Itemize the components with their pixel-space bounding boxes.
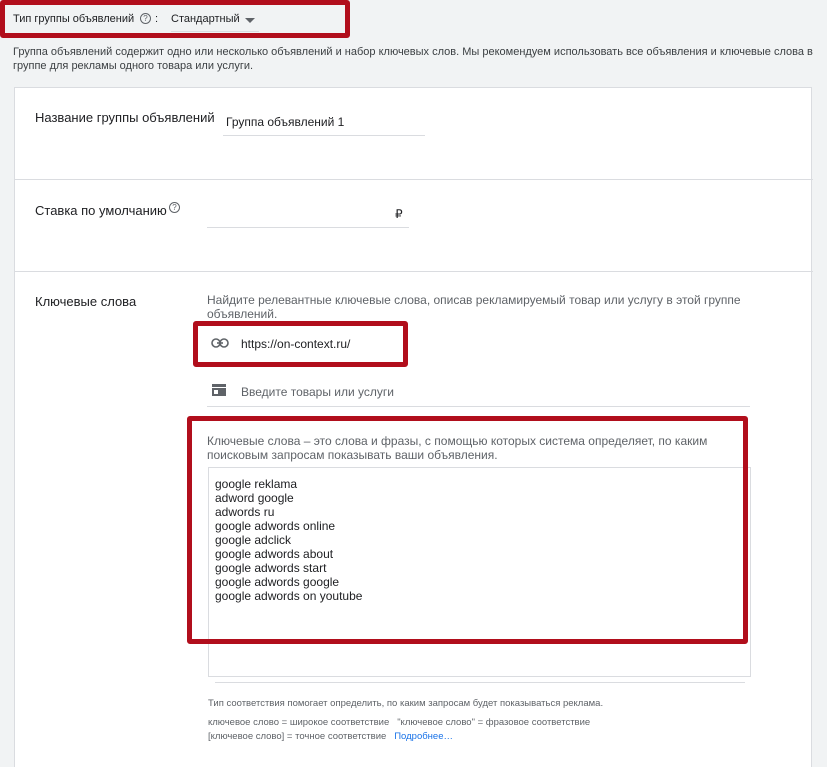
phrase-match-text: "ключевое слово" = фразовое соответствие (397, 717, 591, 728)
exact-match-text: [ключевое слово] = точное соответствие (208, 731, 387, 742)
input-underline (207, 227, 409, 228)
keyword-item: google reklama (215, 477, 298, 491)
default-bid-input[interactable] (207, 200, 409, 228)
ad-group-type-label: Тип группы объявлений (13, 13, 135, 25)
currency-symbol: ₽ (395, 207, 403, 221)
highlight-box-keywords (187, 416, 748, 644)
help-icon[interactable]: ? (140, 13, 151, 24)
ad-group-name-value: Группа объявлений 1 (226, 115, 345, 129)
keyword-item: google adwords online (215, 519, 336, 533)
products-services-placeholder: Введите товары или услуги (241, 385, 394, 399)
input-underline (207, 406, 750, 407)
input-underline (223, 135, 425, 136)
textarea-underline (215, 682, 745, 683)
website-url-value: https://on-context.ru/ (241, 337, 351, 351)
match-type-note: Тип соответствия помогает определить, по каким запросам будет показываться реклама. (208, 698, 604, 709)
ad-group-type-value: Стандартный (171, 13, 240, 25)
highlight-box-type (0, 0, 350, 38)
divider (15, 179, 813, 180)
keywords-hint: Найдите релевантные ключевые слова, описав рекламируемый товар или услугу в этой группе объявлений. (207, 293, 741, 321)
keyword-item: google adwords google (215, 575, 340, 589)
divider (15, 271, 813, 272)
ad-group-description: Группа объявлений содержит одно или несколько объявлений и набор ключевых слов. Мы рекомендуем использовать все объявления и ключевые слова в группе для рекламы одного товара или услуги. (13, 46, 813, 72)
learn-more-link[interactable]: Подробнее… (394, 731, 453, 742)
keyword-item: adword google (215, 491, 294, 505)
broad-match-text: ключевое слово = широкое соответствие (208, 717, 390, 728)
help-icon[interactable]: ? (169, 202, 180, 213)
ad-group-name-input[interactable] (223, 108, 425, 136)
keywords-list-hint: Ключевые слова – это слова и фразы, с помощью которых система определяет, по каким поисковым запросам показывать ваши объявления. (207, 434, 708, 462)
keywords-label: Ключевые слова (35, 294, 137, 309)
products-services-input[interactable] (207, 375, 750, 407)
default-bid-label: Ставка по умолчанию (35, 203, 167, 218)
keyword-item: google adwords start (215, 561, 327, 575)
match-type-legend-line-1 (208, 716, 590, 730)
keyword-item: adwords ru (215, 505, 275, 519)
keyword-item: google adwords about (215, 547, 334, 561)
store-icon (211, 383, 227, 397)
keyword-item: google adclick (215, 533, 292, 547)
highlight-box-url (193, 321, 408, 367)
match-type-legend-line-2 (208, 730, 453, 744)
keyword-item: google adwords on youtube (215, 589, 363, 603)
ad-group-name-label: Название группы объявлений (35, 110, 215, 125)
colon-separator: : (155, 13, 159, 25)
